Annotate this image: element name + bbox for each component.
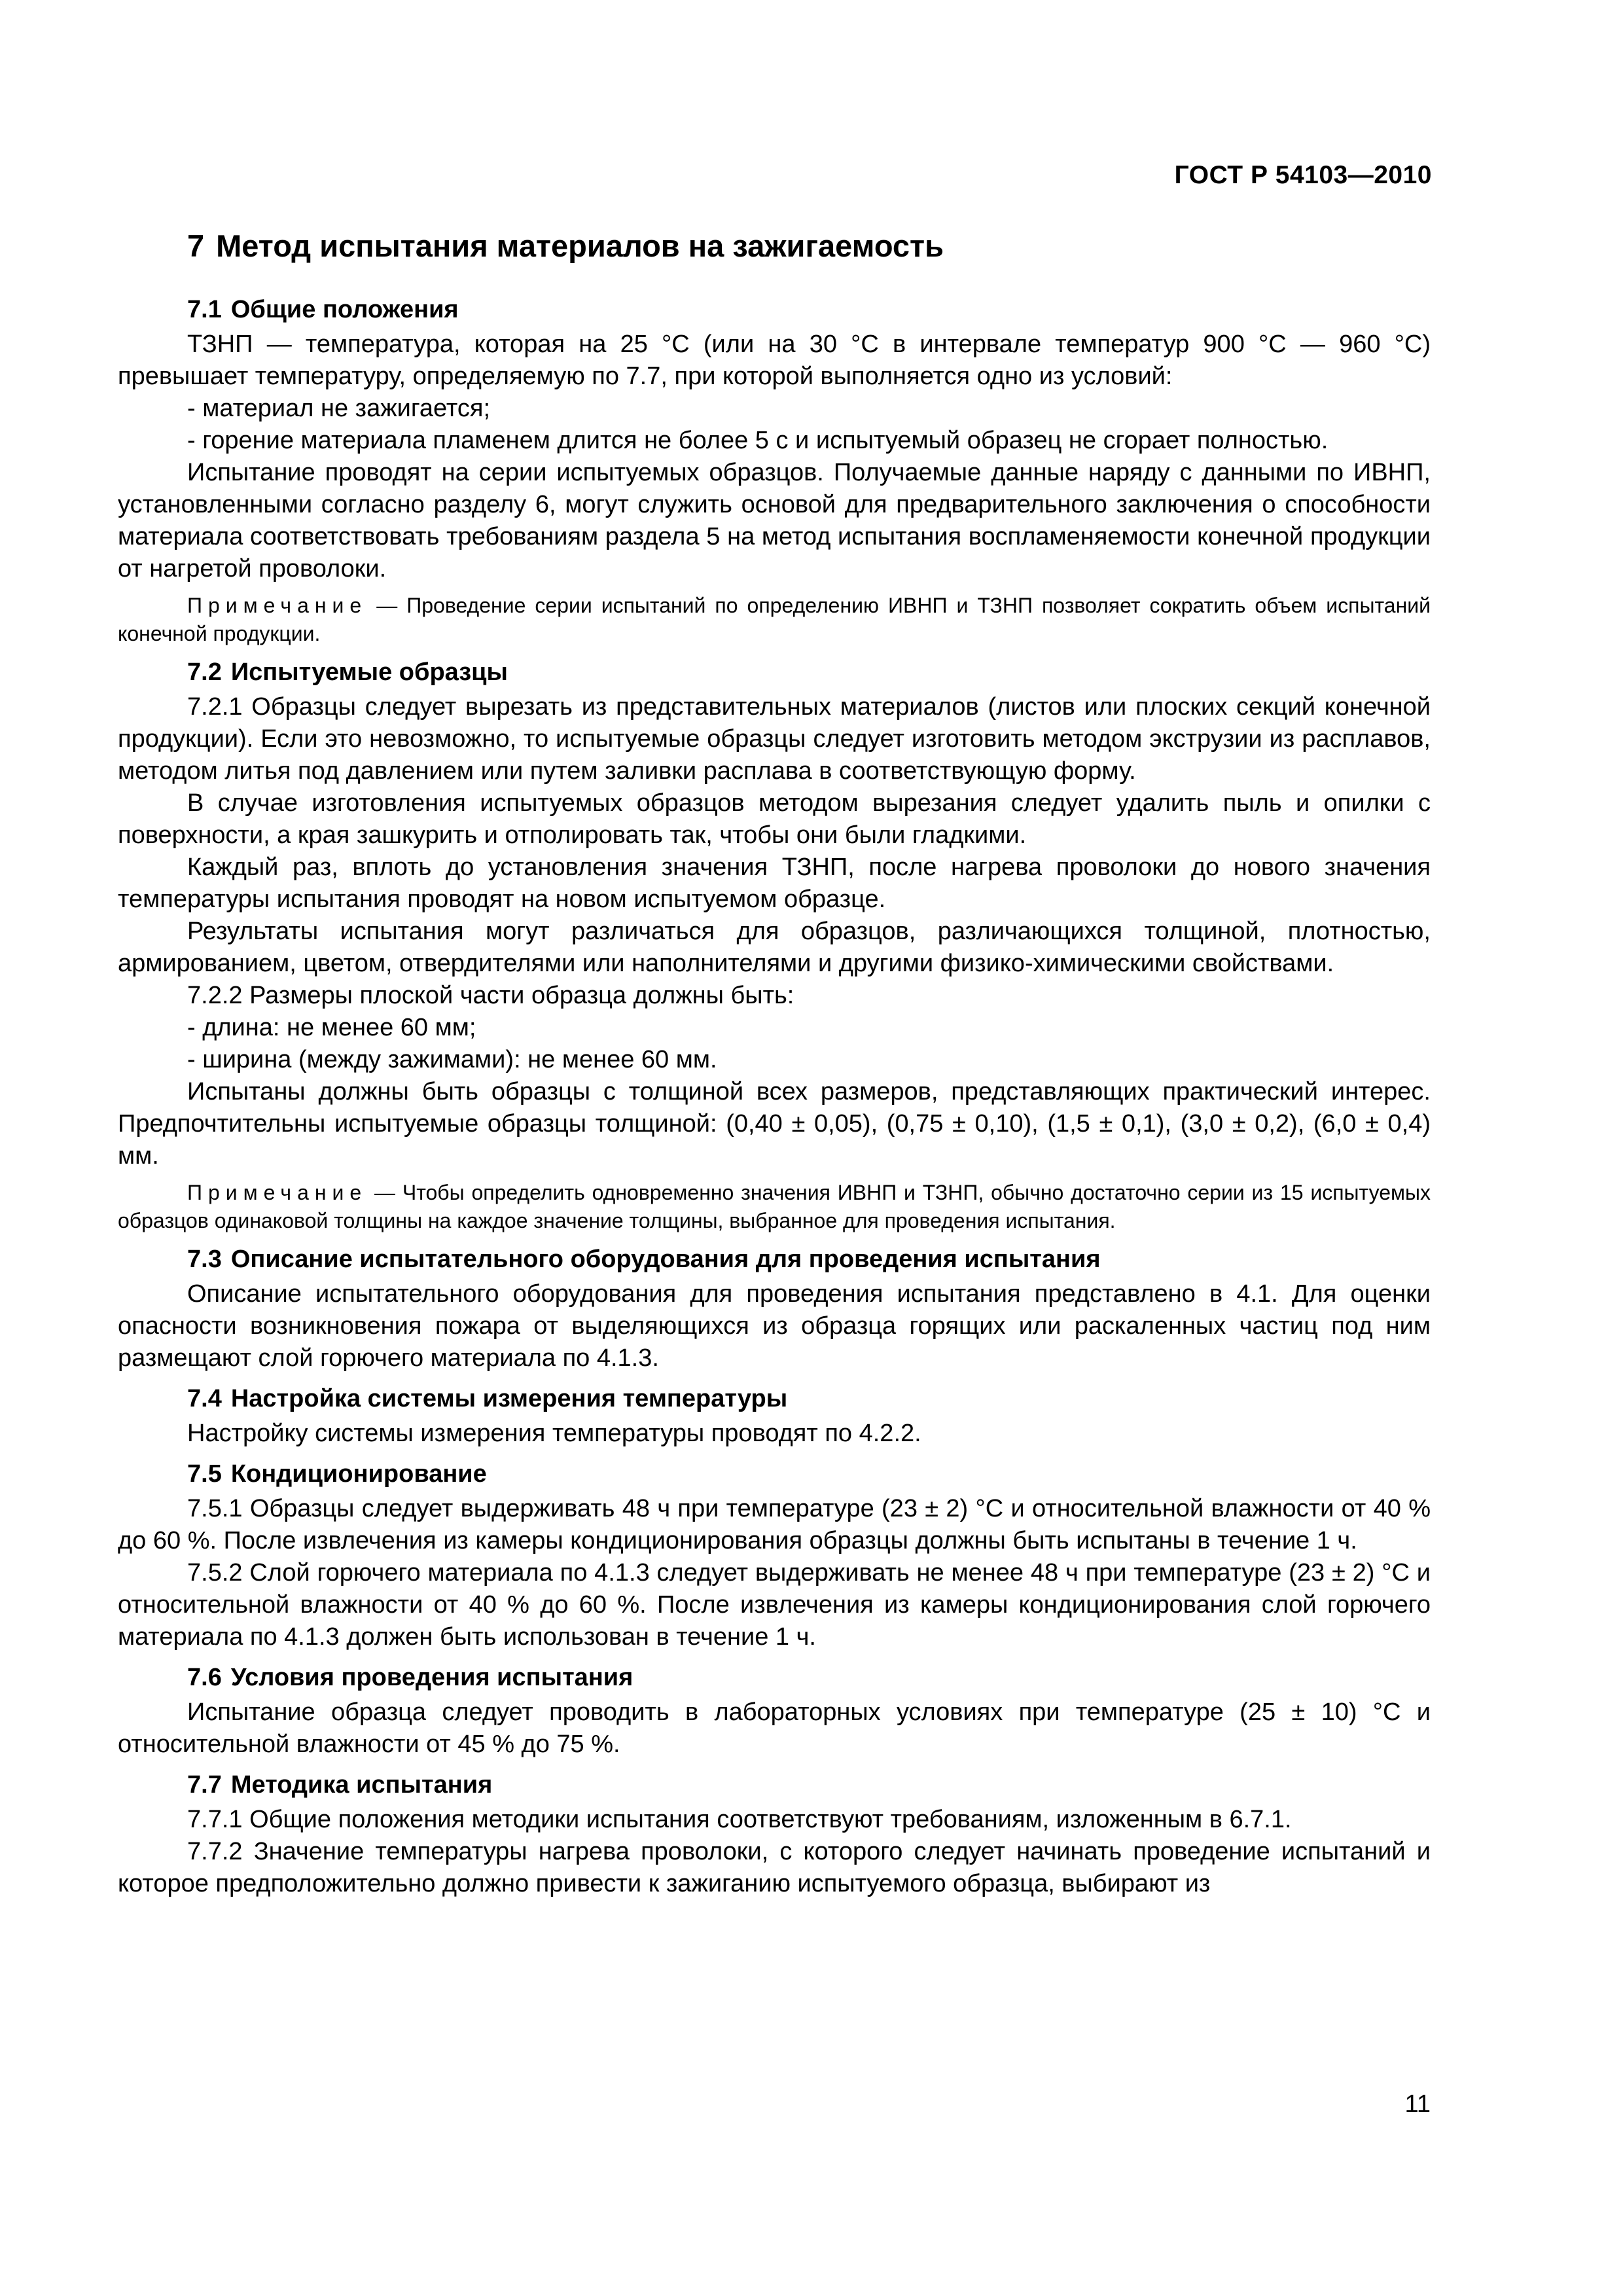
note-label: Примечание — [187, 1181, 368, 1204]
section-title: Настройка системы измерения температуры — [230, 1385, 788, 1412]
page-content — [118, 226, 1431, 1900]
paragraph: Настройку системы измерения температуры проводят по 4.2.2. — [187, 1420, 921, 1447]
note-text: — Проведение серии испытаний по определению ИВНП и ТЗНП позволяет сократить объем испытаний конечной продукции. — [118, 594, 1431, 645]
section-heading-7-2 — [118, 656, 1431, 689]
section-title: Общие положения — [230, 296, 459, 323]
paragraph: Испытаны должны быть образцы с толщиной всех размеров, представляющих практический интерес. Предпочтительны испытуемые образцы толщиной: (0,40 ± 0,05), (0,75 ± 0,10), (1,5 ± 0,1), (3,0 ± 0,2), (6,0 ± 0,4) мм. — [118, 1078, 1431, 1170]
note-label: Примечание — [187, 594, 368, 617]
section-heading-7-5 — [118, 1458, 1431, 1490]
section-number: 7.1 — [187, 296, 222, 323]
section-heading-7-7 — [118, 1768, 1431, 1801]
paragraph: Результаты испытания могут различаться для образцов, различающихся толщиной, плотностью, армированием, цветом, отвердителями или наполнителями и другими физико-химическими свойствами. — [118, 918, 1431, 977]
paragraph: Описание испытательного оборудования для проведения испытания представлено в 4.1. Для оценки опасности возникновения пожара от выделяющихся из образца горящих или раскаленных частиц под ним размещают слой горючего материала по 4.1.3. — [118, 1280, 1431, 1372]
list-item: - материал не зажигается; — [187, 395, 490, 422]
paragraph: Испытание проводят на серии испытуемых образцов. Получаемые данные наряду с данными по ИВНП, установленными согласно разделу 6, могут служить основой для предварительного заключения о способности материала соответствовать требованиям раздела 5 на метод испытания воспламеняемости конечной продукции от нагретой проволоки. — [118, 459, 1431, 583]
section-heading-7-3 — [118, 1243, 1431, 1276]
paragraph: В случае изготовления испытуемых образцов методом вырезания следует удалить пыль и опилки с поверхности, а края зашкурить и отполировать так, чтобы они были гладкими. — [118, 789, 1431, 849]
paragraph: ТЗНП — температура, которая на 25 °С (или на 30 °С в интервале температур 900 °С — 960 °С) превышает температуру, определяемую по 7.7, при которой выполняется одно из условий: — [118, 331, 1431, 390]
paragraph: 7.5.2 Слой горючего материала по 4.1.3 следует выдерживать не менее 48 ч при температуре (23 ± 2) °С и относительной влажности от 40 % до 60 %. После извлечения из камеры кондиционирования слой горючего материала по 4.1.3 должен быть использован в течение 1 ч. — [118, 1559, 1431, 1651]
paragraph: Каждый раз, вплоть до установления значения ТЗНП, после нагрева проволоки до нового значения температуры испытания проводят на новом испытуемом образце. — [118, 853, 1431, 913]
note-text: — Чтобы определить одновременно значения ИВНП и ТЗНП, обычно достаточно серии из 15 испытуемых образцов одинаковой толщины на каждое значение толщины, выбранное для проведения испытания. — [118, 1181, 1431, 1232]
section-number: 7.5 — [187, 1460, 222, 1488]
document-code: ГОСТ Р 54103—2010 — [1174, 161, 1432, 189]
section-number: 7.4 — [187, 1385, 222, 1412]
section-number: 7.7 — [187, 1771, 222, 1799]
page-number: 11 — [1404, 2090, 1431, 2118]
section-heading-7-6 — [118, 1661, 1431, 1694]
section-heading-7-4 — [118, 1382, 1431, 1415]
section-number: 7.3 — [187, 1246, 222, 1273]
section-number: 7.6 — [187, 1664, 222, 1691]
chapter-number: 7 — [187, 228, 205, 263]
section-heading-7-1 — [118, 293, 1431, 326]
note — [118, 592, 1431, 648]
paragraph: 7.2.1 Образцы следует вырезать из представительных материалов (листов или плоских секций конечной продукции). Если это невозможно, то испытуемые образцы следует изготовить методом экструзии из расплавов, методом литья под давлением или путем заливки расплава в соответствующую форму. — [118, 693, 1431, 785]
chapter-heading — [118, 226, 1431, 266]
section-title: Испытуемые образцы — [230, 658, 508, 686]
section-title: Описание испытательного оборудования для проведения испытания — [230, 1246, 1101, 1273]
paragraph: Испытание образца следует проводить в лабораторных условиях при температуре (25 ± 10) °С и относительной влажности от 45 % до 75 %. — [118, 1698, 1431, 1758]
paragraph: 7.7.2 Значение температуры нагрева проволоки, с которого следует начинать проведение испытаний и которое предположительно должно привести к зажиганию испытуемого образца, выбирают из — [118, 1838, 1431, 1897]
paragraph: 7.7.1 Общие положения методики испытания соответствуют требованиям, изложенным в 6.7.1. — [187, 1806, 1292, 1833]
section-title: Кондиционирование — [230, 1460, 487, 1488]
paragraph: 7.2.2 Размеры плоской части образца должны быть: — [187, 982, 794, 1009]
section-title: Методика испытания — [230, 1771, 493, 1799]
list-item: - длина: не менее 60 мм; — [187, 1014, 476, 1041]
section-number: 7.2 — [187, 658, 222, 686]
paragraph: 7.5.1 Образцы следует выдерживать 48 ч при температуре (23 ± 2) °С и относительной влажности от 40 % до 60 %. После извлечения из камеры кондиционирования образцы должны быть испытаны в течение 1 ч. — [118, 1495, 1431, 1554]
list-item: - горение материала пламенем длится не более 5 с и испытуемый образец не сгорает полностью. — [187, 427, 1329, 454]
section-title: Условия проведения испытания — [230, 1664, 633, 1691]
list-item: - ширина (между зажимами): не менее 60 мм. — [187, 1046, 717, 1073]
note — [118, 1179, 1431, 1235]
chapter-title: Метод испытания материалов на зажигаемость — [216, 228, 944, 263]
